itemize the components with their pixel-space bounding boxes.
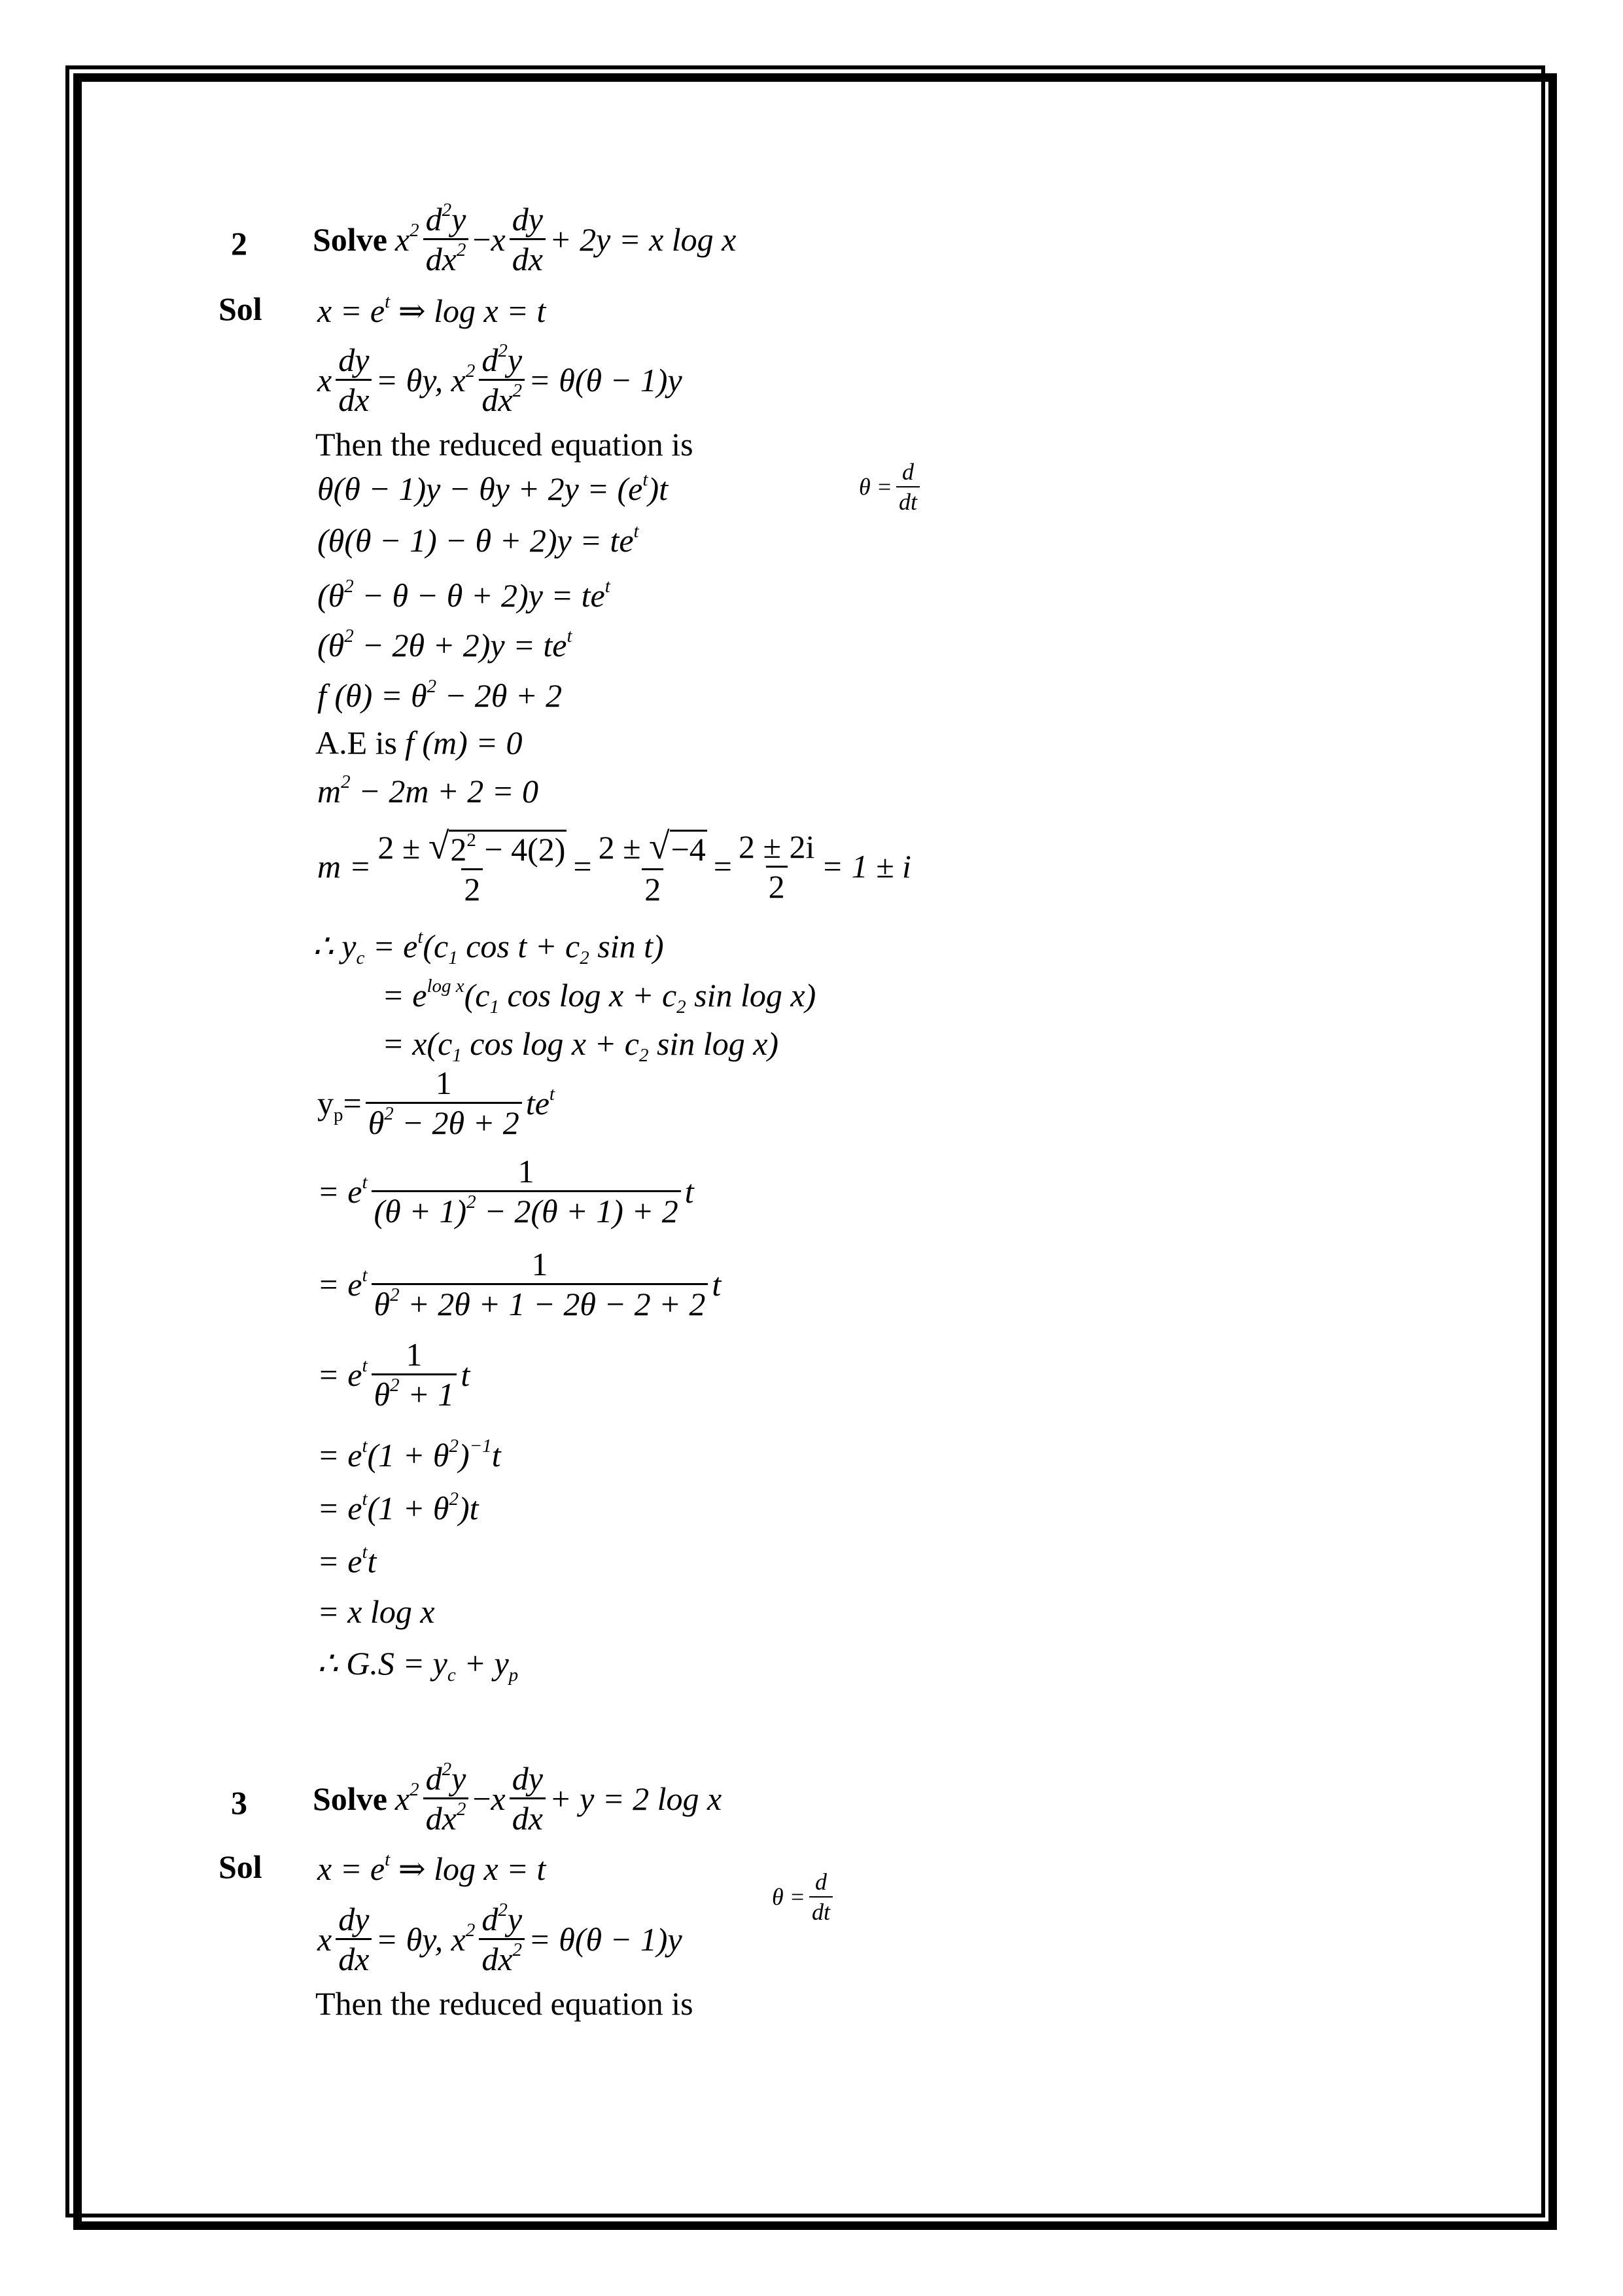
question-statement	[313, 1759, 722, 1837]
math-exp: 2	[390, 1375, 400, 1396]
math-op: =	[573, 848, 592, 885]
math-exp: 2	[466, 1192, 476, 1213]
math-text: y	[507, 1901, 523, 1937]
math-text: )	[458, 1437, 470, 1474]
math-text: dx	[425, 241, 457, 277]
math-text: d	[901, 459, 914, 485]
square-root: √ $2^2 - 4(2)$	[428, 826, 566, 868]
math-line	[317, 469, 668, 507]
math-exp: 2	[512, 380, 523, 402]
math-text: dt	[896, 486, 920, 514]
math-text: = x(c	[382, 1025, 453, 1062]
fraction	[372, 1338, 457, 1411]
math-text: 1	[435, 1065, 452, 1101]
math-text: t	[491, 1437, 501, 1474]
fraction	[375, 828, 569, 906]
math-text: x	[491, 1780, 506, 1817]
math-text: = e	[317, 1265, 362, 1303]
math-exp: t	[362, 1489, 368, 1510]
particular-integral-line	[317, 1067, 555, 1139]
math-exp: t	[385, 1849, 391, 1871]
math-text: dx	[510, 1797, 546, 1835]
fraction	[809, 1870, 833, 1924]
math-exp: t	[417, 927, 423, 948]
math-text: d	[481, 342, 498, 378]
math-exp: 2	[390, 1284, 400, 1306]
math-text: y	[317, 1084, 334, 1122]
fraction	[596, 828, 710, 906]
fraction	[423, 200, 469, 277]
math-exp: t	[567, 626, 572, 647]
math-text: = θy, x	[375, 1920, 466, 1958]
general-solution-line	[317, 1645, 519, 1686]
math-text: (θ	[317, 627, 345, 663]
math-sub: 1	[448, 947, 458, 969]
math-text: dx	[425, 1800, 457, 1837]
complementary-function-line	[313, 927, 664, 969]
math-text: sin log x)	[648, 1025, 779, 1062]
math-text: (1 + θ	[367, 1437, 449, 1474]
math-text: x = e	[317, 1850, 385, 1887]
math-line	[317, 676, 563, 714]
auxiliary-equation-line	[315, 726, 523, 759]
math-text: 2 ±	[377, 829, 428, 866]
math-text: dx	[336, 379, 372, 416]
math-op: =	[713, 848, 732, 885]
math-text: − 2m + 2 = 0	[350, 773, 538, 809]
square-root: √ −4	[649, 826, 706, 868]
math-text: d	[481, 1901, 498, 1937]
math-line	[317, 521, 639, 559]
math-exp: t	[633, 521, 639, 542]
operator-line	[317, 1899, 682, 1977]
math-text: = θy, x	[375, 361, 466, 398]
math-text: dy	[338, 342, 370, 378]
math-text: cos log x + c	[498, 977, 677, 1014]
math-sub: 2	[676, 997, 686, 1018]
math-text: ⇒ log x = t	[390, 1850, 546, 1887]
math-text: − 4(2)	[476, 830, 566, 868]
math-exp: t	[604, 576, 610, 597]
math-line	[382, 1025, 779, 1067]
math-exp: 2	[449, 1489, 459, 1510]
math-sub: 1	[452, 1045, 462, 1067]
math-text: − 2θ + 2	[436, 677, 563, 714]
math-text: = e	[317, 1543, 362, 1580]
operator-line	[317, 340, 682, 418]
fraction	[896, 460, 920, 514]
math-exp: 2	[344, 576, 354, 597]
math-text: d	[814, 1869, 827, 1895]
math-text: −4	[671, 830, 706, 868]
math-line	[317, 1542, 377, 1580]
math-exp: −1	[469, 1436, 492, 1457]
math-exp: 2	[442, 1759, 452, 1780]
math-text: sin t)	[589, 928, 664, 964]
math-text: x	[491, 221, 506, 258]
math-text: − 2θ + 2)y = te	[353, 627, 567, 663]
math-text: − 2(θ + 1) + 2	[476, 1193, 678, 1229]
math-exp: t	[385, 291, 391, 313]
math-exp: 2	[456, 1799, 466, 1820]
math-text: − 2θ + 2	[393, 1104, 519, 1141]
math-line	[317, 1489, 479, 1527]
math-line	[317, 576, 610, 614]
math-text: x	[317, 361, 332, 398]
math-line	[317, 626, 572, 663]
math-exp: 2	[449, 1436, 459, 1457]
fraction	[366, 1067, 522, 1139]
math-exp: 2	[410, 219, 419, 241]
math-text: dx	[336, 1938, 372, 1975]
math-sub: 2	[638, 1045, 649, 1067]
math-line	[317, 1436, 501, 1474]
math-text: 2	[450, 830, 467, 868]
reduced-equation-text: Then the reduced equation is	[315, 1985, 693, 2022]
math-text: dy	[512, 201, 543, 238]
math-text: 2	[766, 866, 788, 903]
math-text: = e	[317, 1490, 362, 1527]
question-statement	[313, 200, 737, 277]
math-line	[317, 1338, 470, 1411]
math-exp: 2	[498, 1899, 508, 1921]
math-exp: t	[642, 469, 648, 491]
math-text: + 2y = x log x	[549, 221, 737, 258]
math-text: )t	[458, 1490, 479, 1527]
math-text: ∴ y	[313, 928, 357, 964]
fraction	[510, 203, 546, 275]
math-text: cos log x + c	[461, 1025, 639, 1062]
math-text: = e	[317, 1356, 362, 1393]
math-sub: c	[447, 1665, 456, 1686]
math-exp: 2	[466, 829, 476, 851]
math-exp: 2	[341, 771, 351, 793]
math-exp: t	[362, 1264, 368, 1286]
math-text: = e	[364, 928, 418, 964]
math-text: 1	[531, 1246, 548, 1282]
math-text: (θ	[317, 577, 345, 614]
math-text: 2	[642, 868, 663, 906]
math-text: = e	[317, 1173, 362, 1210]
math-op: −	[472, 1780, 491, 1817]
math-sub: p	[508, 1665, 519, 1686]
math-exp: t	[549, 1083, 555, 1104]
math-text: t	[712, 1265, 722, 1303]
fraction	[336, 344, 372, 416]
math-text: 2 ± 2i	[739, 828, 815, 865]
math-text: θ =	[859, 474, 892, 500]
math-text: t	[461, 1356, 470, 1393]
theta-definition-note	[772, 1870, 837, 1924]
math-text: y	[451, 201, 466, 238]
math-line	[382, 976, 816, 1018]
math-text: x	[317, 1920, 332, 1958]
fraction	[736, 830, 817, 903]
math-text: dt	[809, 1896, 833, 1924]
fraction	[479, 340, 525, 418]
math-exp: 2	[498, 340, 508, 362]
math-text: t	[367, 1543, 377, 1580]
math-line	[317, 1155, 694, 1227]
question-number: 3	[231, 1784, 247, 1821]
substitution-line	[317, 291, 546, 329]
math-text: dy	[338, 1901, 370, 1937]
math-text: θ	[374, 1376, 391, 1413]
fraction	[372, 1155, 681, 1227]
math-exp: 2	[456, 239, 466, 261]
math-text: dx	[481, 381, 513, 418]
math-text: f (θ) = θ	[317, 677, 427, 714]
math-text: (θ(θ − 1) − θ + 2)y = te	[317, 522, 634, 559]
math-exp: 2	[465, 360, 476, 381]
question-number: 2	[231, 225, 247, 262]
math-text: x	[394, 221, 410, 258]
math-text: y	[451, 1760, 466, 1797]
math-text: = θ(θ − 1)y	[529, 361, 682, 398]
math-exp: t	[362, 1171, 368, 1193]
math-text: m =	[317, 848, 372, 885]
math-text: x	[394, 1780, 410, 1817]
math-text: dy	[512, 1760, 543, 1797]
math-text: (1 + θ	[367, 1490, 449, 1527]
math-text: = 1 ± i	[821, 848, 911, 885]
math-exp: 2	[384, 1103, 394, 1125]
math-text: 2	[461, 868, 483, 906]
math-text: x = e	[317, 292, 385, 329]
math-text: ⇒ log x = t	[390, 292, 546, 329]
math-text: 1	[406, 1336, 423, 1373]
math-text: te	[525, 1084, 550, 1122]
math-exp: t	[362, 1542, 368, 1563]
math-exp: 2	[512, 1939, 523, 1961]
math-text: θ =	[772, 1884, 805, 1910]
fraction	[336, 1903, 372, 1975]
math-exp: 2	[465, 1919, 476, 1941]
math-exp: t	[362, 1436, 368, 1457]
math-text: (θ + 1)	[374, 1193, 467, 1229]
math-text: = θ(θ − 1)y	[529, 1920, 682, 1958]
solution-label: Sol	[218, 1848, 262, 1885]
math-exp: 2	[442, 200, 452, 221]
math-op: =	[343, 1084, 362, 1122]
math-text: d	[425, 201, 442, 238]
math-sub: c	[356, 947, 365, 969]
math-exp: 2	[410, 1778, 419, 1800]
math-sub: 1	[489, 997, 499, 1018]
math-exp: 2	[427, 676, 437, 698]
math-text: θ	[368, 1104, 385, 1141]
math-text: (c	[423, 928, 449, 964]
math-text: f (m) = 0	[405, 724, 523, 761]
math-line: = x log x	[317, 1593, 435, 1630]
math-text: A.E is	[315, 724, 397, 761]
math-text: 1	[517, 1153, 534, 1190]
fraction	[479, 1899, 525, 1977]
substitution-line	[317, 1849, 546, 1887]
math-text: d	[425, 1760, 442, 1797]
math-text: + y	[455, 1645, 509, 1682]
math-sub: 2	[580, 947, 589, 969]
fraction	[510, 1762, 546, 1835]
math-text: = e	[317, 1437, 362, 1474]
math-text: + 1	[399, 1376, 455, 1413]
math-exp: log x	[427, 976, 464, 997]
math-text: y	[507, 342, 523, 378]
math-text: ∴ G.S = y	[317, 1645, 447, 1682]
math-exp: t	[362, 1354, 368, 1376]
fraction	[372, 1248, 708, 1320]
solution-label: Sol	[218, 291, 262, 327]
math-text: dx	[481, 1941, 513, 1977]
math-text: t	[684, 1173, 694, 1210]
roots-line	[317, 828, 911, 906]
math-text: sin log x)	[686, 977, 816, 1014]
solve-label: Solve	[313, 221, 387, 258]
reduced-equation-text: Then the reduced equation is	[315, 426, 693, 463]
theta-definition-note	[859, 460, 924, 514]
math-text: cos t + c	[457, 928, 580, 964]
math-op: −	[472, 221, 491, 258]
math-text: θ	[374, 1286, 391, 1322]
math-text: )t	[648, 470, 668, 507]
math-text: θ(θ − 1)y − θy + 2y = (e	[317, 470, 643, 507]
math-text: m	[317, 773, 341, 809]
math-line	[317, 1248, 721, 1320]
math-text: + y = 2 log x	[549, 1780, 722, 1817]
math-text: dx	[510, 238, 546, 275]
fraction	[423, 1759, 469, 1837]
math-text: + 2θ + 1 − 2θ − 2 + 2	[399, 1286, 706, 1322]
math-line	[317, 771, 538, 809]
math-text: (c	[464, 977, 490, 1014]
solve-label: Solve	[313, 1780, 387, 1817]
math-exp: 2	[344, 626, 354, 647]
math-sub: p	[334, 1104, 343, 1125]
math-text: 2 ±	[598, 829, 650, 866]
math-text: = e	[382, 977, 427, 1014]
math-text: − θ − θ + 2)y = te	[353, 577, 605, 614]
